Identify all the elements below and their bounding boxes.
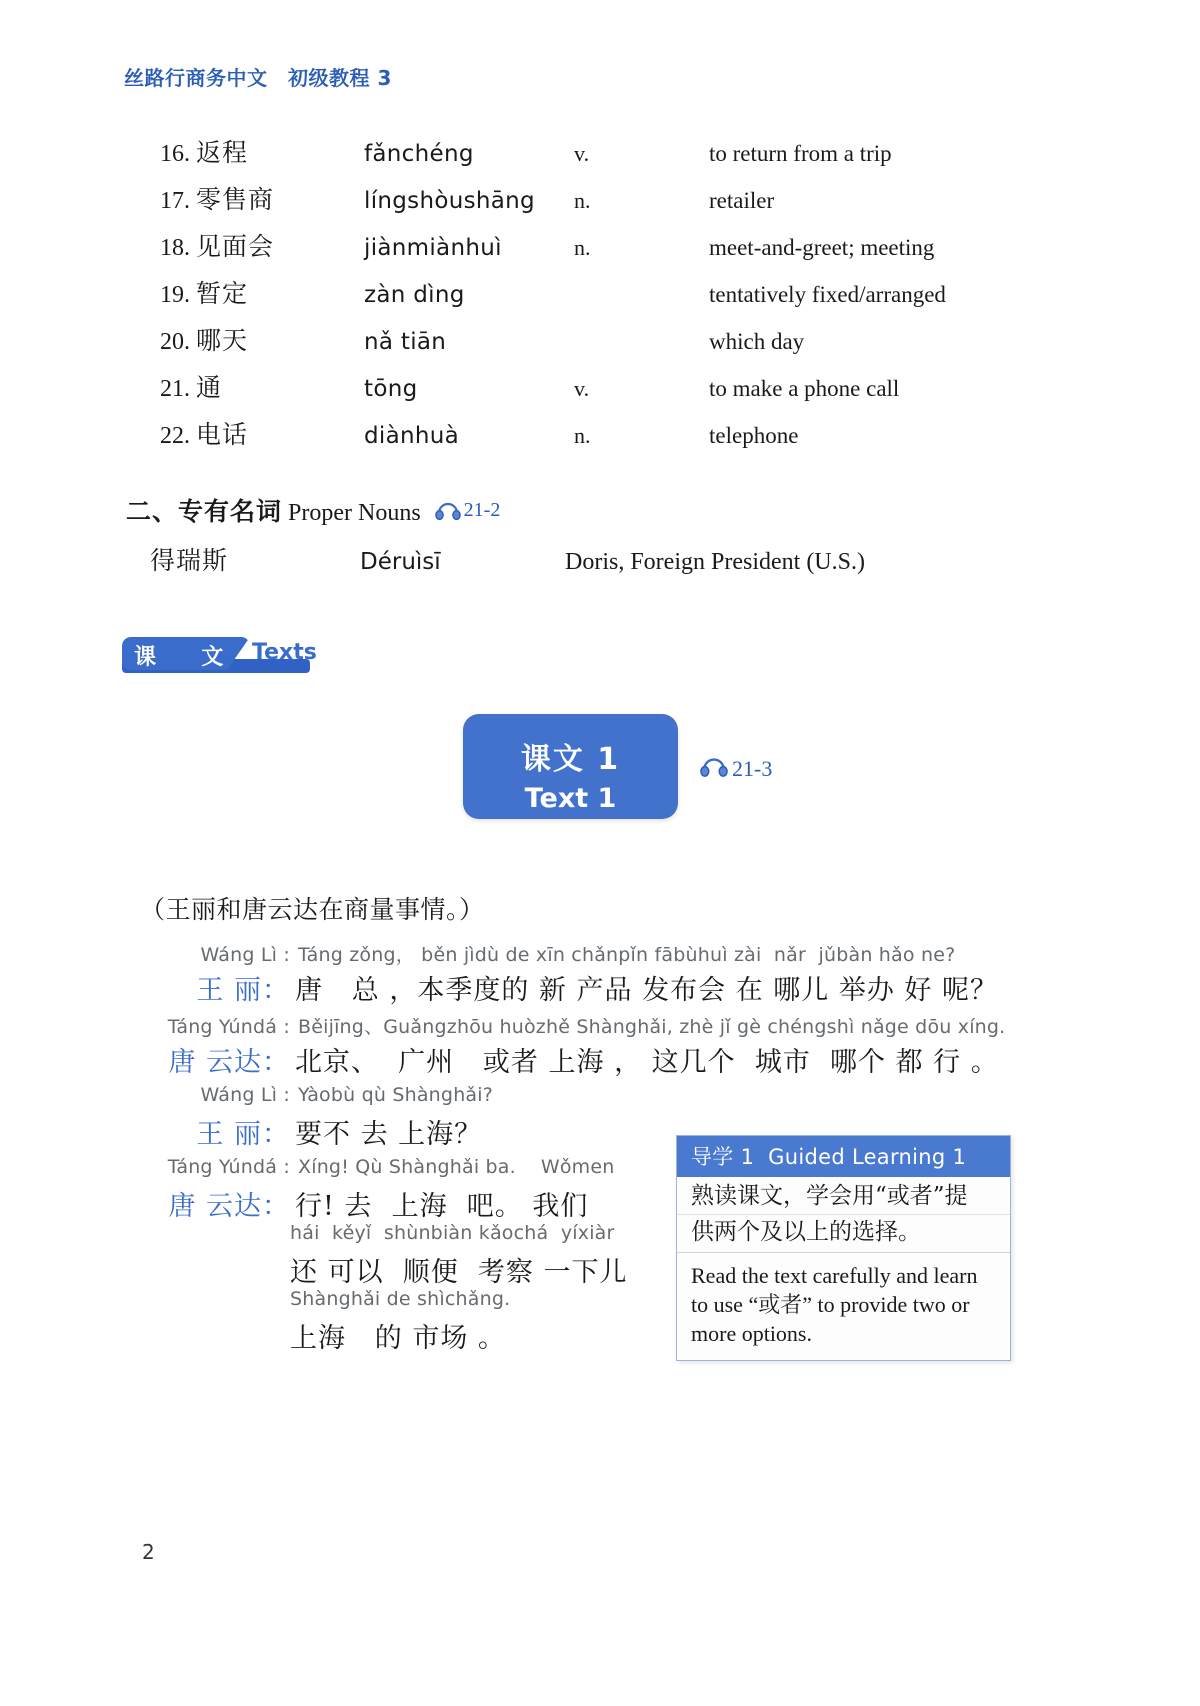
vocab-english: retailer [709,188,775,213]
speaker-name-hanzi: 王 丽： [196,975,290,1006]
dialogue-pinyin-text: Běijīng、Guǎngzhōu huòzhě Shànghǎi, zhè jǐ gè chéngshì nǎge dōu xíng. [298,1016,1006,1038]
proper-noun-pinyin: Déruìsī [360,549,441,575]
vocab-english: which day [709,329,805,354]
guided-learning-box [676,1135,1011,1361]
table-row [150,415,1050,462]
vocab-hanzi: 通 [196,373,223,402]
stage-direction: （王丽和唐云达在商量事情。） [140,895,485,924]
dialogue-hanzi-text: 北京、 广州 或者 上海 ， 这几个 城市 哪个 都 行 。 [295,1047,999,1078]
speaker-name-pinyin: Táng Yúndá : [167,1156,290,1178]
vocab-number: 20. [160,329,190,355]
text-badge-title-cn: 课文 1 [520,742,621,777]
audio-track-number: 21-2 [463,498,501,521]
speaker-name-pinyin: Wáng Lì : [200,944,290,966]
text-badge-title-en: Text 1 [524,783,617,814]
dialogue-hanzi-line [150,1040,1050,1078]
vocab-hanzi: 哪天 [196,326,249,355]
texts-section-banner [122,637,317,677]
table-row [150,180,1050,227]
vocab-hanzi: 电话 [196,420,249,449]
vocab-english: tentatively fixed/arranged [709,282,946,307]
dialogue-hanzi-text: 唐 总 ，本季度的 新 产品 发布会 在 哪儿 举办 好 呢？ [295,975,998,1006]
vocab-english: to return from a trip [709,141,892,166]
headphones-icon [435,500,461,520]
dialogue-pinyin-text: hái kěyǐ shùnbiàn kǎochá yíxiàr [290,1222,615,1244]
speaker-name-hanzi: 唐 云达： [168,1047,290,1078]
vocab-part-of-speech: v. [574,376,590,401]
vocab-part-of-speech: n. [574,423,591,448]
guided-learning-cn-line-2: 供两个及以上的选择。 [677,1215,1010,1253]
text-1-badge [463,714,678,819]
audio-track-ref[interactable] [435,499,501,522]
vocab-pinyin: fǎnchéng [364,141,474,167]
table-row [150,274,1050,321]
vocab-hanzi: 暂定 [196,279,249,308]
vocab-english: to make a phone call [709,376,900,401]
audio-track-ref[interactable] [700,755,772,782]
section-heading-cn: 二、专有名词 [126,497,283,526]
vocab-number: 17. [160,188,190,214]
table-row [150,227,1050,274]
vocab-number: 21. [160,376,190,402]
speaker-name-pinyin: Wáng Lì : [200,1084,290,1106]
page-number: 2 [142,1540,155,1564]
vocab-pinyin: tōng [364,376,418,402]
dialogue-hanzi-text: 行! 去 上海 吧。 我们 [295,1191,589,1222]
dialogue-turn [150,940,1050,1006]
banner-label-cn: 课 文 [134,645,234,670]
vocab-pinyin: nǎ tiān [364,329,447,355]
dialogue-pinyin-line [150,1084,1050,1112]
headphones-icon [700,755,728,782]
proper-noun-hanzi: 得瑞斯 [150,546,229,575]
vocab-pinyin: jiànmiànhuì [364,235,502,261]
vocab-number: 16. [160,141,190,167]
dialogue-pinyin-text: Yàobù qù Shànghǎi? [298,1084,494,1106]
vocabulary-table [150,133,1050,462]
dialogue-pinyin-line [150,940,1050,968]
vocab-pinyin: diànhuà [364,423,460,449]
vocab-pinyin: zàn dìng [364,282,465,308]
audio-track-number: 21-3 [732,755,773,781]
speaker-name-pinyin: Táng Yúndá : [167,1016,290,1038]
dialogue-hanzi-text: 上海 的 市场 。 [290,1323,506,1354]
dialogue-pinyin-text: Xíng! Qù Shànghǎi ba. Wǒmen [298,1156,615,1178]
vocab-part-of-speech: n. [574,188,591,213]
vocab-part-of-speech: v. [574,141,590,166]
vocab-number: 22. [160,423,190,449]
proper-noun-english: Doris, Foreign President (U.S.) [565,549,865,575]
vocab-hanzi: 返程 [196,138,249,167]
table-row [150,368,1050,415]
dialogue-pinyin-text: Táng zǒng， běn jìdù de xīn chǎnpǐn fābùhuì zài nǎr jǔbàn hǎo ne? [298,944,956,966]
dialogue-turn [150,1012,1050,1078]
guided-learning-header: 导学 1 Guided Learning 1 [677,1136,1010,1177]
vocab-hanzi: 零售商 [196,185,275,214]
speaker-name-hanzi: 唐 云达： [168,1191,290,1222]
vocab-pinyin: língshòushāng [364,188,535,214]
table-row [150,321,1050,368]
guided-learning-cn-line-1: 熟读课文，学会用“或者”提 [677,1177,1010,1215]
speaker-name-hanzi: 王 丽： [196,1119,290,1150]
dialogue-pinyin-text: Shànghǎi de shìchǎng. [290,1288,511,1310]
vocab-number: 18. [160,235,190,261]
running-head: 丝路行商务中文 初级教程 3 [124,66,392,90]
dialogue-pinyin-line [150,1012,1050,1040]
banner-label-en: Texts [252,640,317,665]
proper-nouns-heading [126,492,500,528]
vocab-part-of-speech: n. [574,235,591,260]
guided-learning-en: Read the text carefully and learn to use “或者” to provide two or more options. [691,1263,978,1347]
dialogue-hanzi-text: 要不 去 上海？ [295,1119,483,1150]
table-row [150,133,1050,180]
vocab-english: meet-and-greet; meeting [709,235,935,260]
dialogue-hanzi-text: 还 可以 顺便 考察 一下儿 [290,1257,628,1288]
proper-noun-row [150,541,865,577]
vocab-number: 19. [160,282,190,308]
dialogue-hanzi-line [150,968,1050,1006]
vocab-english: telephone [709,423,799,448]
section-heading-en: Proper Nouns [288,500,421,526]
vocab-hanzi: 见面会 [196,232,275,261]
